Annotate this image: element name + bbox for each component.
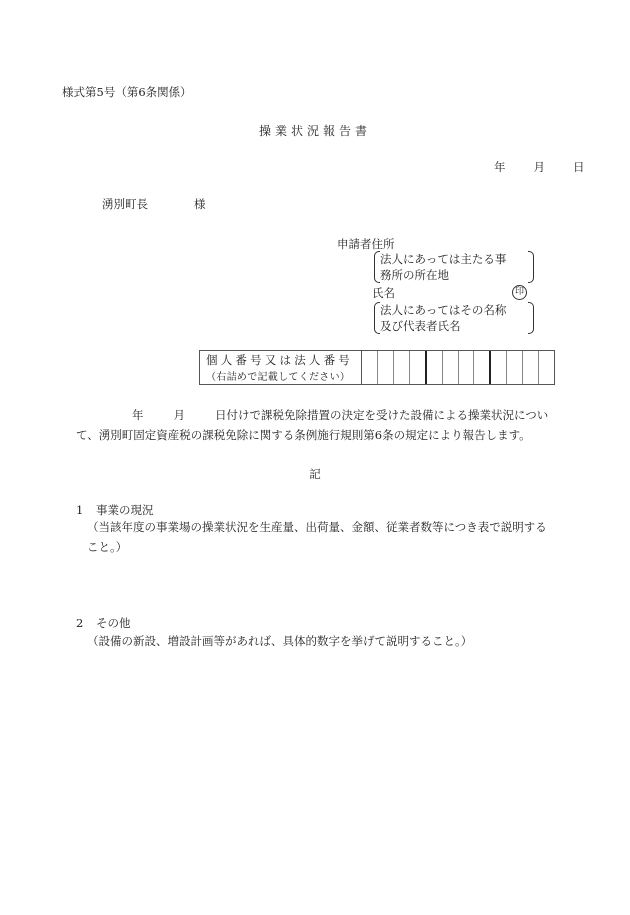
section-1-title: 事業の現況 — [96, 503, 154, 517]
number-label-cell — [200, 351, 362, 384]
seal-icon: 印 — [512, 285, 527, 300]
digit-cell-7[interactable] — [459, 351, 475, 384]
year-label: 年 — [494, 160, 506, 174]
digit-cell-4[interactable] — [410, 351, 427, 384]
digit-cell-12[interactable] — [539, 351, 554, 384]
digit-cell-11[interactable] — [523, 351, 539, 384]
form-number: 様式第5号（第6条関係） — [62, 85, 192, 99]
body-year-label: 年 — [132, 408, 144, 422]
name-note-line1: 法人にあってはその名称 — [380, 303, 507, 317]
section-2-heading — [76, 615, 131, 631]
addressee-honorific: 様 — [194, 197, 206, 211]
addressee — [102, 196, 206, 212]
digit-cell-3[interactable] — [394, 351, 410, 384]
report-body-line2: て、湧別町固定資産税の課税免除に関する条例施行規則第6条の規定により報告します。 — [76, 428, 531, 442]
digit-cells — [362, 351, 554, 384]
body-month-label: 月 — [173, 408, 185, 422]
day-label: 日 — [573, 160, 585, 174]
digit-cell-9[interactable] — [491, 351, 507, 384]
section-2-note: （設備の新設、増設計画等があれば、具体的数字を挙げて説明すること。） — [87, 634, 473, 648]
digit-cell-5[interactable] — [427, 351, 443, 384]
number-label: 個人番号又は法人番号 — [206, 353, 353, 367]
section-2-title: その他 — [96, 616, 131, 630]
date-line — [466, 159, 585, 175]
digit-cell-6[interactable] — [443, 351, 459, 384]
digit-cell-1[interactable] — [362, 351, 378, 384]
section-1-note: （当該年度の事業場の操業状況を生産量、出荷量、金額、従業者数等につき表で説明すること。） — [87, 520, 547, 554]
body-line1-rest: 日付けで課税免除措置の決定を受けた設備による操業状況につい — [215, 408, 549, 422]
address-note-line2: 務所の所在地 — [380, 268, 449, 282]
month-label: 月 — [533, 160, 545, 174]
digit-cell-2[interactable] — [378, 351, 394, 384]
applicant-address-label: 申請者住所 — [337, 237, 395, 251]
name-note-line2: 及び代表者氏名 — [380, 319, 461, 333]
addressee-name: 湧別町長 — [102, 197, 148, 211]
applicant-name-label: 氏名 — [372, 286, 395, 300]
digit-cell-8[interactable] — [474, 351, 491, 384]
number-table — [199, 350, 555, 385]
ki-mark: 記 — [309, 467, 321, 481]
section-1-number: 1 — [76, 503, 84, 517]
section-1-heading — [76, 502, 154, 518]
number-sublabel: （右詰めで記載してください） — [206, 372, 351, 383]
section-2-number: 2 — [76, 616, 84, 630]
document-title: 操業状況報告書 — [258, 124, 371, 138]
address-note-line1: 法人にあっては主たる事 — [380, 252, 507, 266]
report-body — [76, 405, 556, 445]
name-note — [374, 302, 534, 334]
address-note — [374, 251, 534, 283]
report-body-line1 — [76, 405, 556, 425]
digit-cell-10[interactable] — [507, 351, 523, 384]
